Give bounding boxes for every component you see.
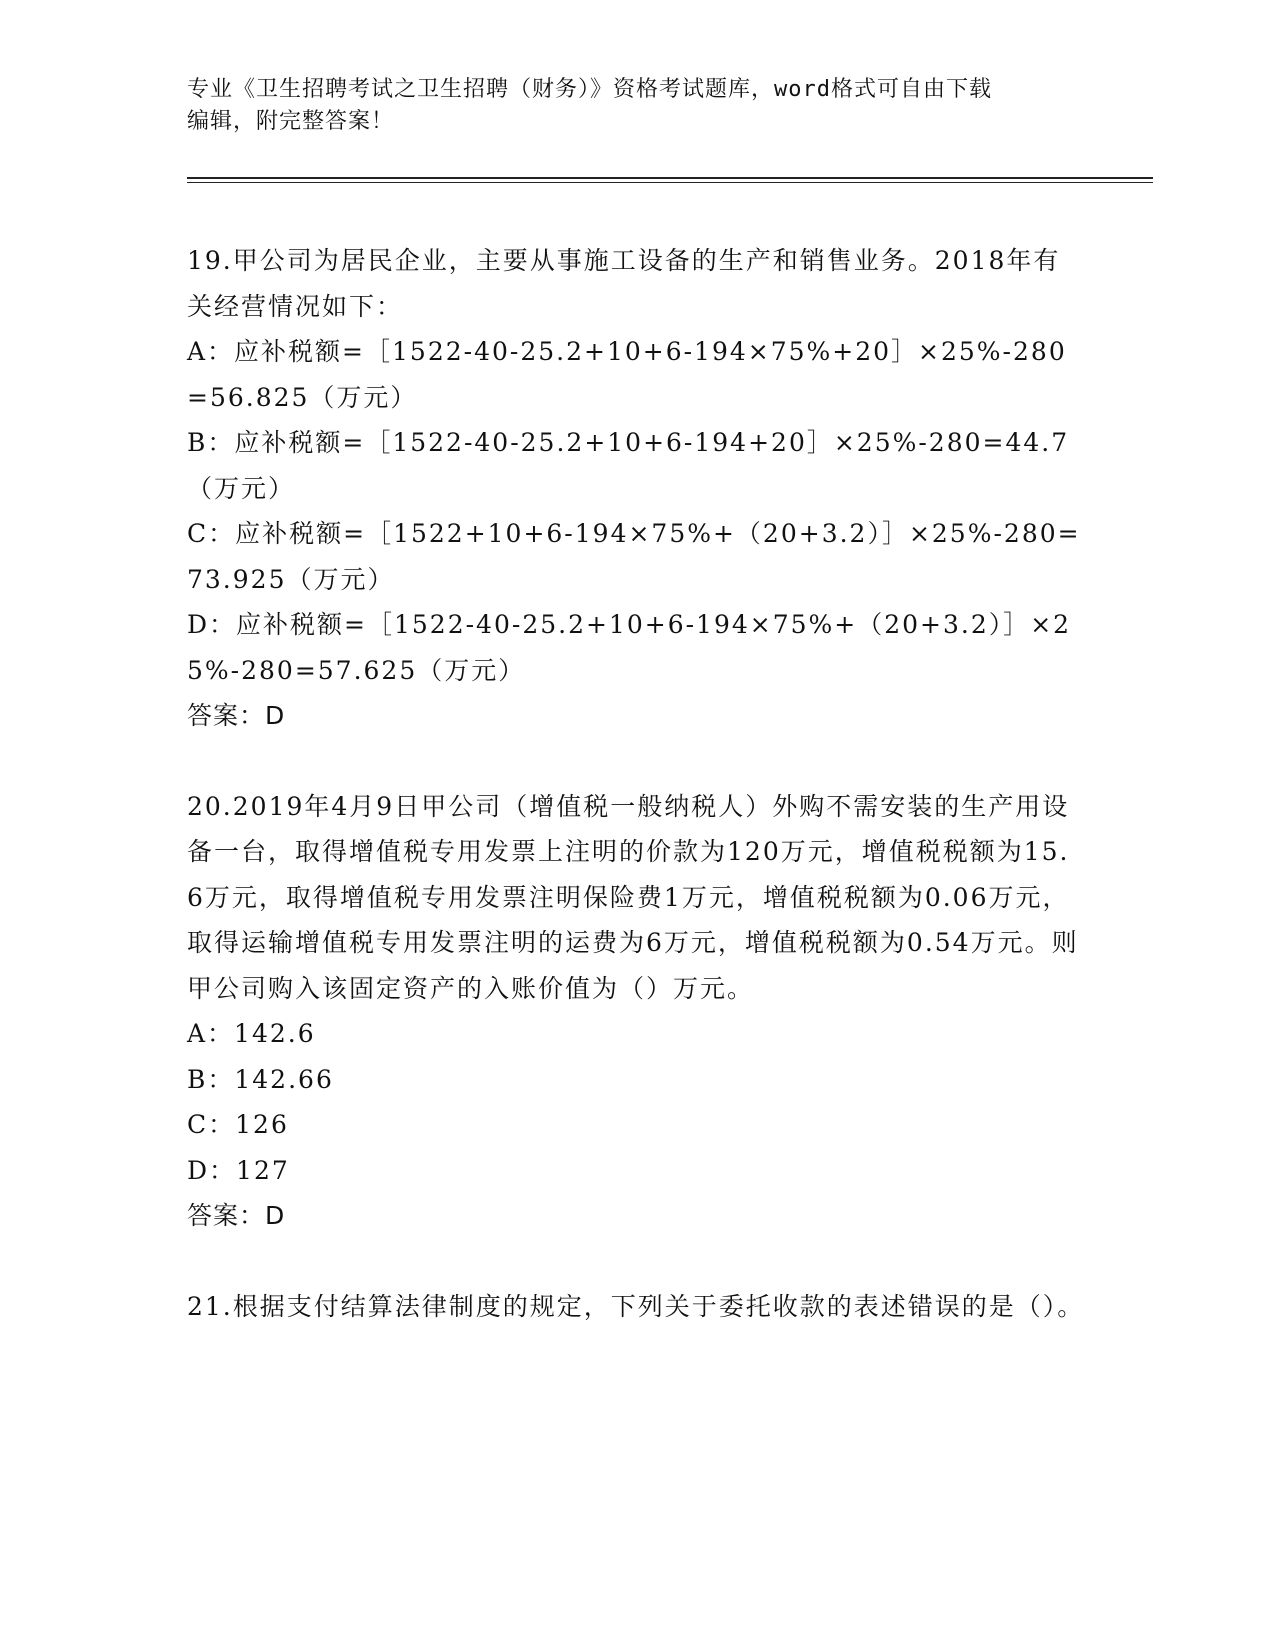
option-c: C：126 xyxy=(187,1110,289,1139)
question-21 xyxy=(187,1284,1087,1330)
question-spacer xyxy=(187,739,1087,784)
header-line-2: 编辑，附完整答案！ xyxy=(187,109,395,134)
question-spacer xyxy=(187,1239,1087,1284)
header-line-1: 专业《卫生招聘考试之卫生招聘（财务）》资格考试题库，word格式可自由下载 xyxy=(187,77,992,102)
header-divider-thin xyxy=(187,182,1153,183)
option-d: D：应补税额=［1522-40-25.2+10+6-194×75%+（20+3.2）］×25%-280=57.625（万元） xyxy=(187,610,1072,685)
question-stem: 19.甲公司为居民企业，主要从事施工设备的生产和销售业务。2018年有关经营情况如下： xyxy=(187,246,1061,321)
question-20 xyxy=(187,784,1087,1239)
question-stem: 20.2019年4月9日甲公司（增值税一般纳税人）外购不需安装的生产用设备一台，取得增值税专用发票上注明的价款为120万元，增值税税额为15.6万元，取得增值税专用发票注明保险费1万元，增值税税额为0.06万元，取得运输增值税专用发票注明的运费为6万元，增值税税额为0.54万元。则甲公司购入该固定资产的入账价值为（）万元。 xyxy=(187,791,1079,1003)
header-divider-thick xyxy=(187,177,1153,179)
option-a: A：142.6 xyxy=(187,1019,316,1048)
question-stem: 21.根据支付结算法律制度的规定，下列关于委托收款的表述错误的是（）。 xyxy=(187,1291,1085,1321)
question-list xyxy=(187,238,1087,1329)
option-c: C：应补税额=［1522+10+6-194×75%+（20+3.2）］×25%-280=73.925（万元） xyxy=(187,519,1081,594)
question-19 xyxy=(187,238,1087,739)
document-header xyxy=(187,74,1087,138)
option-a: A：应补税额=［1522-40-25.2+10+6-194×75%+20］×25%-280=56.825（万元） xyxy=(187,337,1067,412)
answer-label: 答案：D xyxy=(187,701,286,730)
option-b: B：应补税额=［1522-40-25.2+10+6-194+20］×25%-280=44.7（万元） xyxy=(187,428,1070,503)
option-b: B：142.66 xyxy=(187,1064,334,1094)
option-d: D：127 xyxy=(187,1155,290,1185)
answer-label: 答案：D xyxy=(187,1201,286,1230)
